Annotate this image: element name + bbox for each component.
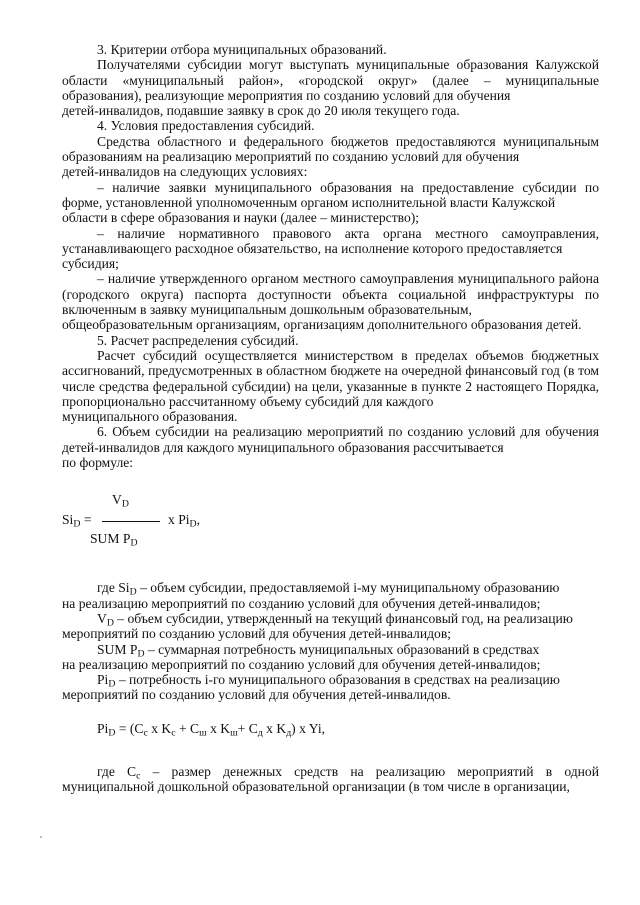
section-5-paragraph-end: муниципального образования. [62, 409, 238, 425]
definition-si-end: на реализацию мероприятий по созданию условий для обучения детей-инвалидов; [62, 595, 541, 611]
condition-1-end: области в сфере образования и науки (далее – министерство); [62, 210, 420, 226]
section-4-paragraph-end: детей-инвалидов на следующих условиях: [62, 164, 308, 180]
definition-pi: $Pi_D$ – потребность i-го муниципального образования в средствах на реализацию [97, 672, 560, 690]
section-3-paragraph: Получателями субсидии могут выступать муниципальные образования Калужской области «муниципальный район», «городской округ» (далее – муниципальные образования), реализующие мероприятия по созданию условий для обучения [62, 57, 599, 103]
definition-sum-p: SUM $P_D$ – суммарная потребность муниципальных образований в средствах [97, 641, 540, 660]
document-body [62, 0, 599, 795]
definition-pi-end: мероприятий по созданию условий для обучения детей-инвалидов. [62, 687, 451, 703]
fraction-line [102, 521, 160, 522]
section-6-paragraph-end: по формуле: [62, 455, 134, 471]
section-3-heading: 3. Критерии отбора муниципальных образований. [97, 42, 387, 57]
formula-denominator: SUM $P_D$ [90, 531, 138, 550]
subsidy-formula [62, 488, 599, 552]
section-3-paragraph-end: детей-инвалидов, подавшие заявку в срок до 20 июля текущего года. [62, 103, 460, 119]
condition-1: – наличие заявки муниципального образования на предоставление субсидии по форме, установленной уполномоченным органом исполнительной власти Калужской [62, 179, 599, 210]
definition-si: где $Si_D$ – объем субсидии, предоставляемой i-му муниципальному образованию [97, 580, 560, 599]
need-formula: $Pi_D = (C_c$ x $K_c + C_ш$ x $K_ш+ C_д$ x $K_д$) x Yi, [97, 720, 326, 739]
formula-left-side: $Si_D$ = [62, 512, 92, 531]
definition-v: $V_D$ – объем субсидии, утвержденный на текущий финансовый год, на реализацию [97, 610, 573, 629]
condition-2-end: субсидия; [62, 256, 119, 272]
formula-right-side: x $Pi_D$, [168, 512, 201, 531]
section-5-heading: 5. Расчет распределения субсидий. [97, 332, 299, 348]
definition-v-end: мероприятий по созданию условий для обучения детей-инвалидов; [62, 626, 452, 642]
scan-speck [40, 836, 42, 838]
section-5-paragraph: Расчет субсидий осуществляется министерством в пределах объемов бюджетных ассигнований, предусмотренных в областном бюджете на очередной финансовый год (в том числе средства федеральной субсидии) на цели, указанные в пункте 2 настоящего Порядка, пропорционально рассчитанному объему субсидий для каждого [62, 347, 599, 409]
definition-sum-p-end: на реализацию мероприятий по созданию условий для обучения детей-инвалидов; [62, 656, 541, 672]
definition-cc: где $C_c$ – размер денежных средств на реализацию мероприятий в одной муниципальной дошкольной образовательной организации (в том числе в организации, [62, 763, 599, 795]
condition-2: – наличие нормативного правового акта органа местного самоуправления, устанавливающего расходное обязательство, на исполнение которого предоставляется [62, 225, 599, 256]
condition-3-end: общеобразовательным организациям, организациям дополнительного образования детей. [62, 317, 582, 333]
section-6-paragraph: 6. Объем субсидии на реализацию мероприятий по созданию условий для обучения детей-инвалидов для каждого муниципального образования рассчитывается [62, 424, 599, 455]
formula-numerator: $V_D$ [112, 492, 129, 511]
section-4-heading: 4. Условия предоставления субсидий. [97, 118, 315, 134]
section-4-paragraph: Средства областного и федерального бюджетов предоставляются муниципальным образованиям на реализацию мероприятий по созданию условий для обучения [62, 133, 599, 165]
condition-3: – наличие утвержденного органом местного самоуправления муниципального района (городского округа) паспорта доступности объекта социальной инфраструктуры по включенным в заявку муниципальным дошкольным образовательным, [62, 271, 599, 318]
